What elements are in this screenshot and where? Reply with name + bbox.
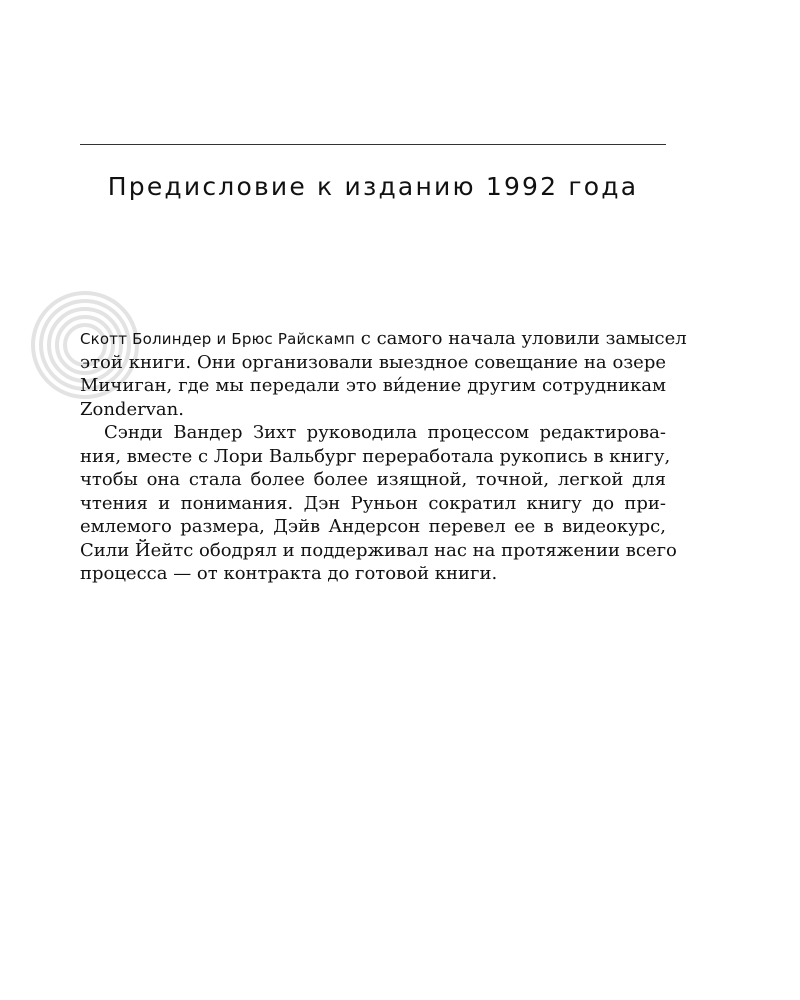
paragraph-1-line-1 xyxy=(80,327,687,351)
paragraph-1-line-4: Zondervan. xyxy=(80,398,184,420)
paragraph-2-line-1: Сэнди Вандер Зихт руководила процессом редактирова- xyxy=(104,422,666,443)
paragraph-1-line-3: Мичиган, где мы передали это ви́дение другим сотрудникам xyxy=(80,375,666,396)
header-rule xyxy=(80,144,666,145)
paragraph-2-line-4: чтения и понимания. Дэн Руньон сократил книгу до при- xyxy=(80,492,666,514)
body-text xyxy=(80,327,687,586)
paragraph-1-line-2: этой книги. Они организовали выездное совещание на озере xyxy=(80,351,666,373)
paragraph-2-line-7: процесса — от контракта до готовой книги. xyxy=(80,563,498,584)
paragraph-2-line-6: Сили Йейтс ободрял и поддерживал нас на протяжении всего xyxy=(80,539,677,561)
paragraph-2-line-5: емлемого размера, Дэйв Андерсон перевел ее в видеокурс, xyxy=(80,516,666,537)
paragraph-2-line-2: ния, вместе с Лори Вальбург переработала рукопись в книгу, xyxy=(80,445,671,467)
paragraph-1-line-1-rest: с самого начала уловили замысел xyxy=(355,328,687,349)
paragraph-2-line-3: чтобы она стала более более изящной, точной, легкой для xyxy=(80,469,666,490)
page-title: Предисловие к изданию 1992 года xyxy=(107,172,639,201)
author-names-smallcaps: Скотт Болиндер и Брюс Райскамп xyxy=(80,330,356,348)
